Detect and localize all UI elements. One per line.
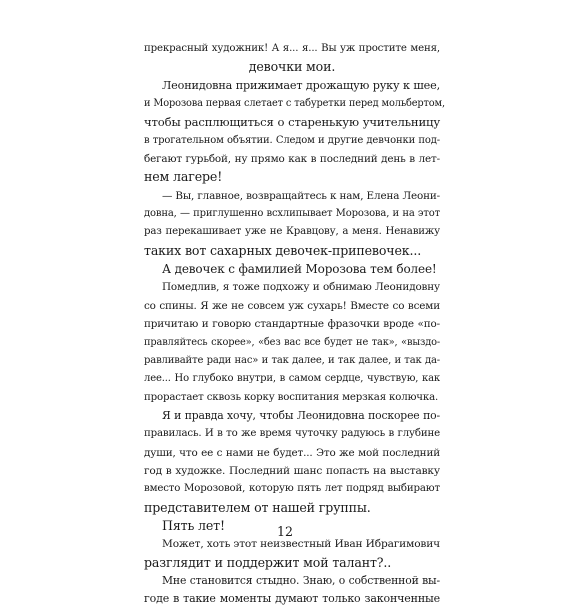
text-line-30: Мне становится стыдно. Знаю, о собственной вы- — [162, 573, 440, 587]
text-line-11: раз перекашивает уже не Кравцову, а меня. Ненавижу — [144, 226, 440, 238]
text-line-5: чтобы расплющиться о старенькую учительницу — [144, 115, 440, 130]
text-line-15: со спины. Я же не совсем уж сухарь! Вместе со всеми — [144, 299, 440, 312]
text-line-2: девочки мои. — [248, 59, 336, 75]
text-line-26: представителем от нашей группы. — [144, 499, 371, 515]
text-line-3: Леонидовна прижимает дрожащую руку к шее, — [162, 78, 440, 92]
text-line-24: год в художке. Последний шанс попасть на выставку — [144, 464, 440, 477]
page-number: 12 — [276, 524, 294, 539]
text-line-7: бегают гурьбой, ну прямо как в последний день в лет- — [144, 153, 440, 166]
text-line-29: разглядит и поддержит мой талант?.. — [144, 554, 392, 570]
text-line-17: правляйтесь скорее», «без вас все будет не так», «выздо- — [144, 336, 440, 348]
text-line-4: и Морозова первая слетает с табуретки перед мольбертом, — [144, 98, 445, 110]
text-line-19: лее... Но глубоко внутри, в самом сердце, чувствую, как — [144, 373, 440, 385]
text-line-10: довна, — приглушенно всхлипывает Морозова, и на этот — [144, 208, 440, 220]
text-line-18: равливайте ради нас» и так далее, и так далее, и так да- — [144, 354, 440, 366]
text-line-28: Может, хоть этот неизвестный Иван Ибрагимович — [162, 538, 440, 551]
text-line-20: прорастает сквозь корку воспитания мерзкая колючка. — [144, 391, 439, 403]
text-line-12: таких вот сахарных девочек-припевочек... — [144, 242, 422, 258]
text-line-31: годе в такие моменты думают только законченные — [144, 592, 440, 606]
text-line-21: Я и правда хочу, чтобы Леонидовна поскорее по- — [162, 408, 440, 422]
text-line-27: Пять лет! — [162, 517, 225, 533]
text-line-25: вместо Морозовой, которую пять лет подряд выбирают — [144, 483, 440, 495]
text-line-23: души, что ее с нами не будет... Это же мой последний — [144, 446, 440, 459]
text-line-14: Помедлив, я тоже подхожу и обнимаю Леонидовну — [162, 281, 440, 294]
text-line-9: — Вы, главное, возвращайтесь к нам, Елена Леони- — [162, 189, 440, 202]
text-line-1: прекрасный художник! А я... я... Вы уж простите меня, — [144, 43, 440, 54]
text-line-16: причитаю и говорю стандартные фразочки вроде «по- — [144, 318, 440, 331]
text-line-6: в трогательном объятии. Следом и другие девчонки под- — [144, 134, 440, 146]
text-line-8: нем лагере! — [144, 169, 223, 185]
text-line-22: правилась. И в то же время чуточку радуюсь в глубине — [144, 428, 440, 440]
text-line-13: А девочек с фамилией Морозова тем более! — [162, 262, 437, 277]
